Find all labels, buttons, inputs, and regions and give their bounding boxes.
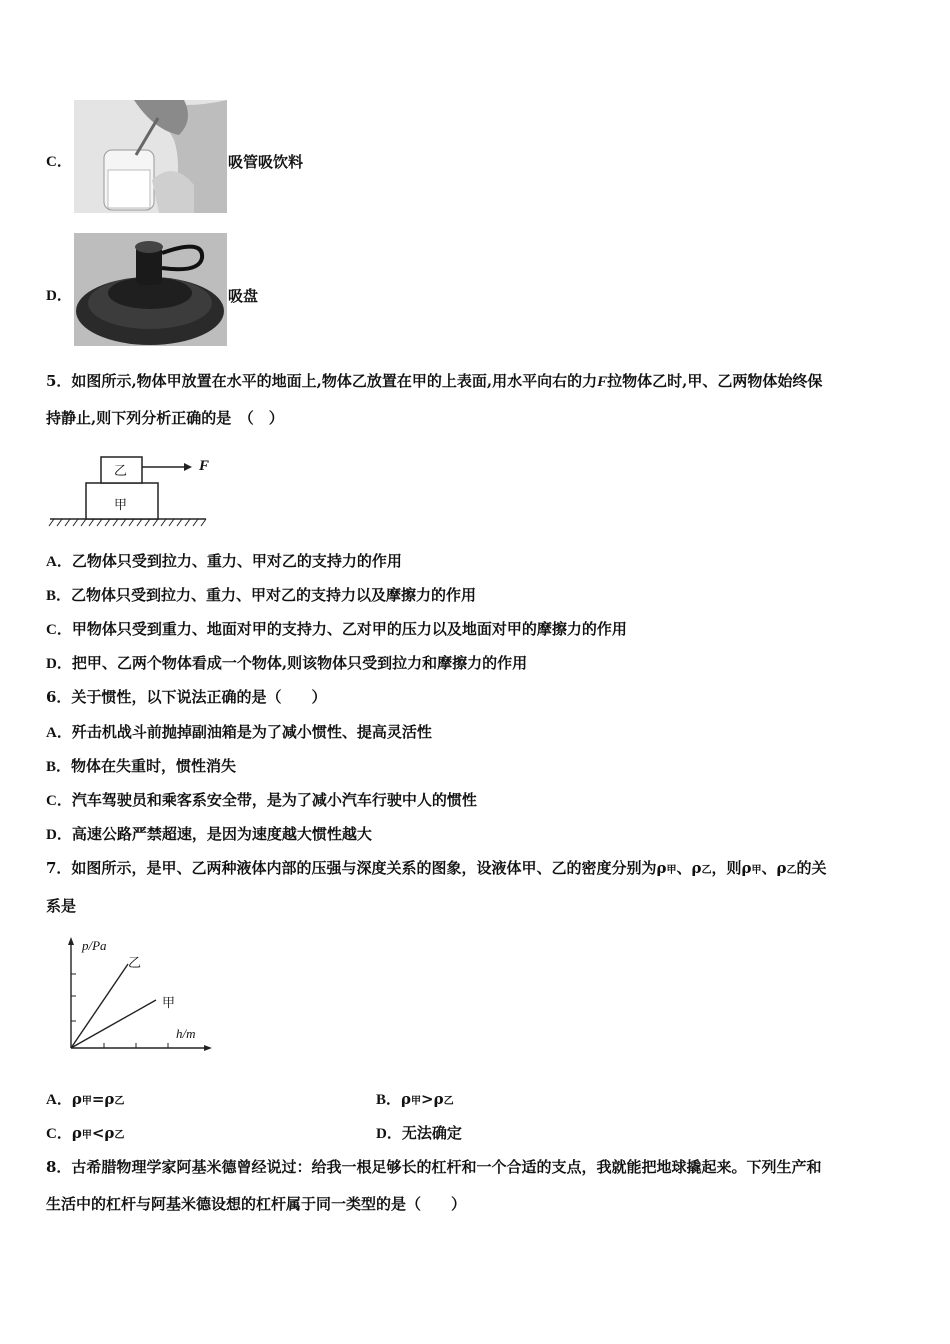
q5-option-b: B．乙物体只受到拉力、重力、甲对乙的支持力以及摩擦力的作用 bbox=[46, 586, 477, 604]
force-f-label: F bbox=[199, 458, 210, 474]
q8-stem-line2: 生活中的杠杆与阿基米德设想的杠杆属于同一类型的是（ ） bbox=[46, 1195, 467, 1213]
q7-stem-line2: 系是 bbox=[46, 897, 77, 915]
q6-option-c: C．汽车驾驶员和乘客系安全带，是为了减小汽车行驶中人的惯性 bbox=[46, 791, 477, 809]
q7-option-c: C．ρ甲<ρ乙 bbox=[46, 1124, 125, 1142]
graph-line-jia-label: 甲 bbox=[162, 996, 176, 1011]
block-yi-label: 乙 bbox=[114, 464, 128, 479]
q8-stem-line1: 8．古希腊物理学家阿基米德曾经说过：给我一根足够长的杠杆和一个合适的支点，我就能把地球撬起来。下列生产和 bbox=[46, 1158, 822, 1176]
q7-option-a: A．ρ甲=ρ乙 bbox=[46, 1090, 125, 1108]
q7-stem-line1: 7．如图所示，是甲、乙两种液体内部的压强与深度关系的图象，设液体甲、乙的密度分别为ρ甲、ρ乙，则ρ甲、ρ乙的关 bbox=[46, 859, 827, 877]
straw-drinking-photo bbox=[74, 100, 227, 213]
option-c-label: C． bbox=[46, 154, 72, 170]
q5-stem-line1: 5．如图所示,物体甲放置在水平的地面上,物体乙放置在甲的上表面,用水平向右的力F拉物体乙时,甲、乙两物体始终保 bbox=[46, 372, 823, 390]
q5-stem-line2: 持静止,则下列分析正确的是 （ ） bbox=[46, 409, 284, 427]
q6-option-a: A．歼击机战斗前抛掉副油箱是为了减小惯性、提高灵活性 bbox=[46, 723, 432, 741]
q7-option-d: D．无法确定 bbox=[376, 1124, 462, 1142]
option-d-label: D． bbox=[46, 288, 72, 304]
block-jia-label: 甲 bbox=[114, 498, 128, 513]
q5-option-d: D．把甲、乙两个物体看成一个物体,则该物体只受到拉力和摩擦力的作用 bbox=[46, 654, 528, 672]
q5-option-a: A．乙物体只受到拉力、重力、甲对乙的支持力的作用 bbox=[46, 552, 402, 570]
q5-block-figure bbox=[46, 448, 216, 530]
q6-option-d: D．高速公路严禁超速，是因为速度越大惯性越大 bbox=[46, 825, 372, 843]
option-d-caption: 吸盘 bbox=[228, 287, 259, 305]
q7-pressure-depth-graph bbox=[56, 934, 216, 1056]
graph-line-yi-label: 乙 bbox=[128, 956, 142, 971]
q6-option-b: B．物体在失重时，惯性消失 bbox=[46, 757, 237, 775]
q5-option-c: C．甲物体只受到重力、地面对甲的支持力、乙对甲的压力以及地面对甲的摩擦力的作用 bbox=[46, 620, 627, 638]
graph-x-axis-label: h/m bbox=[176, 1026, 196, 1041]
q7-option-b: B．ρ甲>ρ乙 bbox=[376, 1090, 454, 1108]
option-c-caption: 吸管吸饮料 bbox=[228, 153, 304, 171]
q6-stem: 6．关于惯性，以下说法正确的是（ ） bbox=[46, 688, 327, 706]
suction-cup-photo bbox=[74, 233, 227, 346]
graph-y-axis-label: p/Pa bbox=[82, 938, 107, 953]
